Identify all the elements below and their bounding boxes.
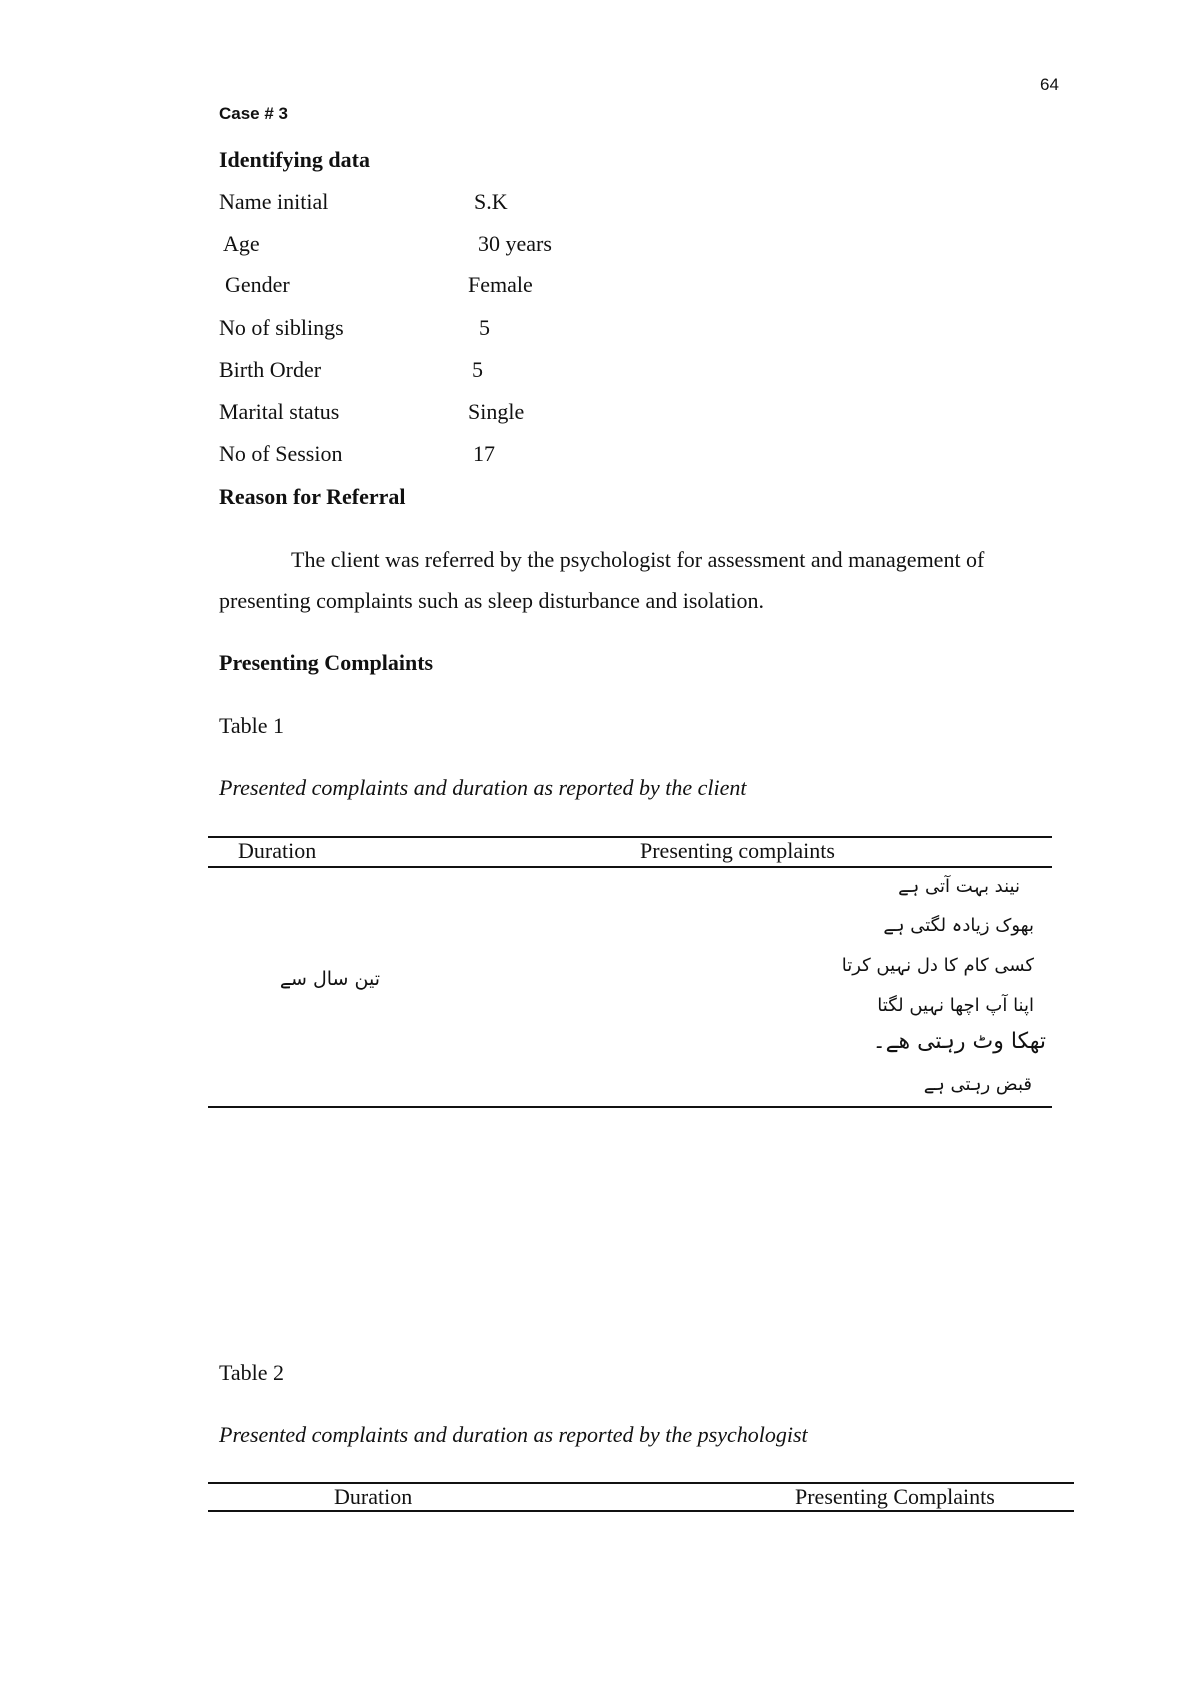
id-label-sessions: No of Session xyxy=(219,441,343,466)
complaint-item: قبض رہتی ہے xyxy=(923,1074,1032,1095)
id-value-marital-status: Single xyxy=(468,399,525,424)
table-1-top-rule xyxy=(208,836,1052,838)
case-label: Case # 3 xyxy=(219,104,288,123)
id-value-name-initial: S.K xyxy=(474,189,508,214)
id-label-marital-status: Marital status xyxy=(219,399,340,424)
table-1-duration-cell: تین سال سے xyxy=(279,968,380,990)
referral-paragraph-line-1: The client was referred by the psychologist for assessment and management of xyxy=(291,547,985,572)
complaint-item: نیند بہت آتی ہے xyxy=(898,876,1020,897)
table-1-header-complaints: Presenting complaints xyxy=(640,838,835,863)
id-value-birth-order: 5 xyxy=(472,357,483,382)
complaint-item: اپنا آپ اچھا نہیں لگتا xyxy=(877,995,1034,1016)
complaint-item: بھوک زیادہ لگتی ہے xyxy=(883,915,1034,936)
id-value-gender: Female xyxy=(468,272,533,297)
page-number: 64 xyxy=(1040,75,1059,94)
table-2-caption: Presented complaints and duration as reported by the psychologist xyxy=(219,1422,808,1447)
table-2-header-complaints: Presenting Complaints xyxy=(795,1484,995,1509)
table-2-header-rule xyxy=(208,1510,1074,1512)
identifying-data-heading: Identifying data xyxy=(219,147,370,172)
table-2-label: Table 2 xyxy=(219,1360,285,1385)
complaint-item: تھکا وٹ رہتی ھے۔ xyxy=(872,1029,1046,1054)
table-1-header-rule xyxy=(208,866,1052,868)
id-label-age: Age xyxy=(223,231,260,256)
table-1-bottom-rule xyxy=(208,1106,1052,1108)
presenting-complaints-heading: Presenting Complaints xyxy=(219,650,434,675)
id-label-birth-order: Birth Order xyxy=(219,357,322,382)
table-2-header-duration: Duration xyxy=(334,1484,413,1509)
id-label-siblings: No of siblings xyxy=(219,315,344,340)
id-value-sessions: 17 xyxy=(473,441,495,466)
id-label-name-initial: Name initial xyxy=(219,189,329,214)
id-label-gender: Gender xyxy=(225,272,290,297)
referral-paragraph-line-2: presenting complaints such as sleep disturbance and isolation. xyxy=(219,588,764,613)
table-1-label: Table 1 xyxy=(219,713,285,738)
referral-heading: Reason for Referral xyxy=(219,484,406,509)
id-value-siblings: 5 xyxy=(479,315,490,340)
table-1-header-duration: Duration xyxy=(238,838,317,863)
table-1-caption: Presented complaints and duration as reported by the client xyxy=(219,775,747,800)
complaint-item: کسی کام کا دل نہیں کرتا xyxy=(841,955,1034,976)
id-value-age: 30 years xyxy=(478,231,552,256)
